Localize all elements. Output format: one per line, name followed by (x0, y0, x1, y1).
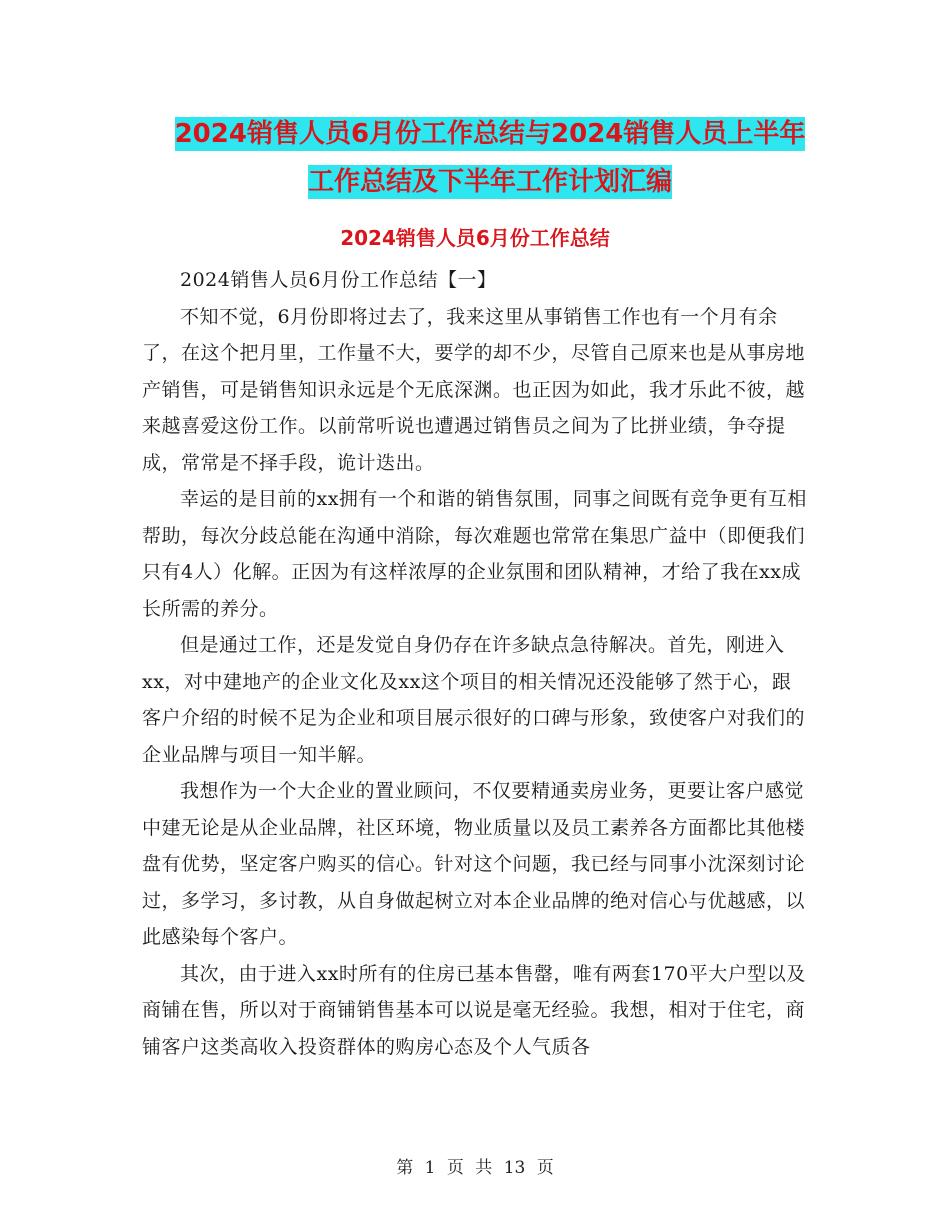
document-body (142, 262, 810, 1065)
paragraph: 不知不觉，6月份即将过去了，我来这里从事销售工作也有一个月有余了，在这个把月里，工作量不大，要学的却不少，尽管自己原来也是从事房地产销售，可是销售知识永远是个无底深渊。也正因为如此，我才乐此不彼，越来越喜爱这份工作。以前常听说也遭遇过销售员之间为了比拼业绩，争夺提成，常常是不择手段，诡计迭出。 (142, 305, 806, 474)
paragraph: 但是通过工作，还是发觉自身仍存在许多缺点急待解决。首先，刚进入xx，对中建地产的企业文化及xx这个项目的相关情况还没能够了然于心，跟客户介绍的时候不足为企业和项目展示很好的口碑与形象，致使客户对我们的企业品牌与项目一知半解。 (142, 634, 806, 766)
subsection-heading: 2024销售人员6月份工作总结【一】 (180, 269, 497, 291)
paragraph: 我想作为一个大企业的置业顾问，不仅要精通卖房业务，更要让客户感觉中建无论是从企业品牌，社区环境，物业质量以及员工素养各方面都比其他楼盘有优势，坚定客户购买的信心。针对这个问题，我已经与同事小沈深刻讨论过，多学习，多讨教，从自身做起树立对本企业品牌的绝对信心与优越感，以此感染每个客户。 (142, 780, 806, 948)
paragraph: 幸运的是目前的xx拥有一个和谐的销售氛围，同事之间既有竞争更有互相帮助，每次分歧总能在沟通中消除，每次难题也常常在集思广益中（即便我们只有4人）化解。正因为有这样浓厚的企业氛围和团队精神，才给了我在xx成长所需的养分。 (142, 488, 807, 620)
document-title (140, 110, 840, 206)
page-footer: 第 1 页 共 13 页 (396, 1158, 554, 1178)
document-title-line-2: 工作总结及下半年工作计划汇编 (307, 167, 672, 197)
document-title-line-1: 2024销售人员6月份工作总结与2024销售人员上半年 (174, 119, 806, 149)
paragraph: 其次，由于进入xx时所有的住房已基本售罄，唯有两套170平大户型以及商铺在售，所以对于商铺销售基本可以说是毫无经验。我想，相对于住宅，商铺客户这类高收入投资群体的购房心态及个人气质各 (142, 962, 806, 1058)
section-title: 2024销售人员6月份工作总结 (340, 226, 610, 250)
